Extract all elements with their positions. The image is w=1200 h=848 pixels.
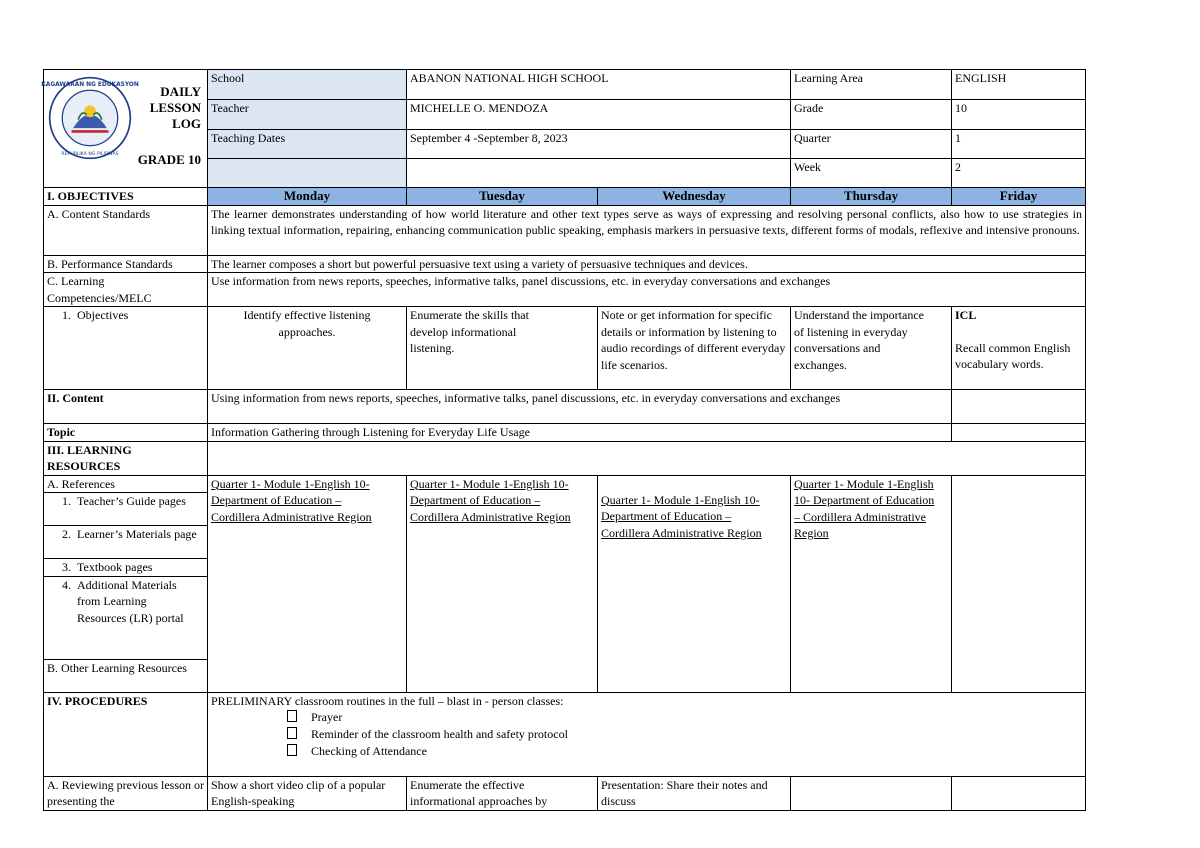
teacher-label: Teacher <box>208 100 407 130</box>
content-friday-cell <box>952 390 1086 424</box>
reference-friday <box>952 475 1086 692</box>
content-standards-text: The learner demonstrates understanding of how world literature and other text types serve as ways of expressing and resolving personal conflicts, also how to use strategies in linking textual information, repairing, enhancing communication public speaking, emphasis markers in persuasive texts, different forms of modals, reflexive and intensive pronouns. <box>208 205 1086 255</box>
reference-tuesday: Quarter 1- Module 1-English 10- Department of Education – Cordillera Administrative Region <box>407 475 598 692</box>
objectives-label-text: Objectives <box>77 308 129 322</box>
other-learning-resources-label: B. Other Learning Resources <box>44 659 208 692</box>
resource-item-number: 4. <box>62 577 71 592</box>
reference-thursday: Quarter 1- Module 1-English 10- Department of Education – Cordillera Administrative Region <box>791 475 952 692</box>
teaching-dates-value: September 4 -September 8, 2023 <box>407 130 791 159</box>
routine-item-text: Checking of Attendance <box>311 744 427 758</box>
seal-bottom-lettering: REPUBLIKA NG PILIPINAS <box>61 151 119 157</box>
day-monday: Monday <box>208 188 407 206</box>
lesson-log-table <box>43 69 1086 811</box>
checkbox-icon <box>287 727 297 739</box>
procedures-intro: PRELIMINARY classroom routines in the full – blast in - person classes: <box>211 693 564 708</box>
resource-item-learners-materials <box>44 526 208 559</box>
review-wednesday: Presentation: Share their notes and discuss <box>598 776 791 810</box>
objective-thursday: Understand the importance of listening in everyday conversations and exchanges. <box>791 307 952 390</box>
title-line-lesson: LESSON <box>149 100 201 115</box>
empty-value-cell <box>407 159 791 188</box>
logo-title-cell <box>41 70 208 188</box>
resource-item-textbook <box>44 559 208 577</box>
checkbox-icon <box>287 710 297 722</box>
daily-lesson-log-sheet <box>43 69 1085 811</box>
day-thursday: Thursday <box>791 188 952 206</box>
resource-item-teachers-guide <box>44 493 208 526</box>
learning-resources-heading: III. LEARNING RESOURCES <box>44 441 208 475</box>
routine-item <box>287 726 1082 743</box>
objective-monday: Identify effective listening approaches. <box>208 307 407 390</box>
resource-item-text: Teacher’s Guide pages <box>77 494 186 508</box>
resource-item-text: Additional Materials from Learning Resources (LR) portal <box>77 577 184 625</box>
quarter-value: 1 <box>952 130 1086 159</box>
competencies-label: C. Learning Competencies/MELC <box>44 273 208 307</box>
teaching-dates-label: Teaching Dates <box>208 130 407 159</box>
checkbox-icon <box>287 744 297 756</box>
week-value: 2 <box>952 159 1086 188</box>
teacher-value: MICHELLE O. MENDOZA <box>407 100 791 130</box>
day-wednesday: Wednesday <box>598 188 791 206</box>
procedures-heading: IV. PROCEDURES <box>44 692 208 776</box>
learning-area-value: ENGLISH <box>952 70 1086 100</box>
deped-seal-icon <box>41 76 139 160</box>
resource-item-additional-materials <box>44 576 208 659</box>
content-text: Using information from news reports, speeches, informative talks, panel discussions, etc. in everyday conversations and exchanges <box>208 390 952 424</box>
resource-item-number: 2. <box>62 527 71 541</box>
topic-friday-cell <box>952 424 1086 442</box>
procedures-routines-cell <box>208 692 1086 776</box>
performance-standards-text: The learner composes a short but powerful persuasive text using a variety of persuasive techniques and devices. <box>208 255 1086 273</box>
learning-area-label: Learning Area <box>791 70 952 100</box>
review-lesson-label: A. Reviewing previous lesson or presenting the <box>44 776 208 810</box>
school-label: School <box>208 70 407 100</box>
topic-label: Topic <box>44 424 208 442</box>
log-title <box>150 84 201 132</box>
resource-item-text: Textbook pages <box>77 560 153 574</box>
friday-icl-text: Recall common English vocabulary words. <box>955 340 1071 371</box>
objectives-number: 1. <box>62 308 71 322</box>
school-value: ABANON NATIONAL HIGH SCHOOL <box>407 70 791 100</box>
routine-item <box>287 709 1082 726</box>
day-tuesday: Tuesday <box>407 188 598 206</box>
reference-wednesday-cell <box>598 475 791 692</box>
resource-item-number: 1. <box>62 494 71 508</box>
quarter-label: Quarter <box>791 130 952 159</box>
review-thursday <box>791 776 952 810</box>
routine-item-text: Prayer <box>311 710 343 724</box>
review-friday <box>952 776 1086 810</box>
grade-value: 10 <box>952 100 1086 130</box>
competencies-text: Use information from news reports, speeches, informative talks, panel discussions, etc. in everyday conversations and exchanges <box>208 273 1086 307</box>
topic-text: Information Gathering through Listening for Everyday Life Usage <box>208 424 952 442</box>
learning-resources-empty <box>208 441 1086 475</box>
performance-standards-label: B. Performance Standards <box>44 255 208 273</box>
objectives-row-label <box>44 307 208 390</box>
references-label: A. References <box>44 475 208 493</box>
objective-tuesday: Enumerate the skills that develop informational listening. <box>407 307 598 390</box>
objectives-heading: I. OBJECTIVES <box>44 188 208 206</box>
week-label: Week <box>791 159 952 188</box>
grade-title: GRADE 10 <box>137 152 201 167</box>
objective-friday <box>952 307 1086 390</box>
seal-lettering: KAGAWARAN NG EDUKASYON <box>41 82 139 89</box>
friday-icl-title: ICL <box>955 308 977 322</box>
objective-wednesday: Note or get information for specific details or information by listening to audio recordings of different everyday life scenarios. <box>598 307 791 390</box>
content-standards-label: A. Content Standards <box>44 205 208 255</box>
title-line-log: LOG <box>172 116 201 131</box>
title-line-daily: DAILY <box>160 84 201 99</box>
resource-item-text: Learner’s Materials page <box>77 527 197 541</box>
reference-wednesday: Quarter 1- Module 1-English 10- Department of Education – Cordillera Administrative Region <box>601 492 762 540</box>
content-label: II. Content <box>44 390 208 424</box>
reference-monday: Quarter 1- Module 1-English 10- Department of Education – Cordillera Administrative Region <box>208 475 407 692</box>
grade-label: Grade <box>791 100 952 130</box>
empty-label-cell <box>208 159 407 188</box>
day-friday: Friday <box>952 188 1086 206</box>
review-monday: Show a short video clip of a popular English-speaking <box>208 776 407 810</box>
routine-item <box>287 743 1082 760</box>
review-tuesday: Enumerate the effective informational approaches by <box>407 776 598 810</box>
routine-item-text: Reminder of the classroom health and safety protocol <box>311 727 568 741</box>
routine-list <box>211 709 1082 760</box>
resource-item-number: 3. <box>62 560 71 574</box>
